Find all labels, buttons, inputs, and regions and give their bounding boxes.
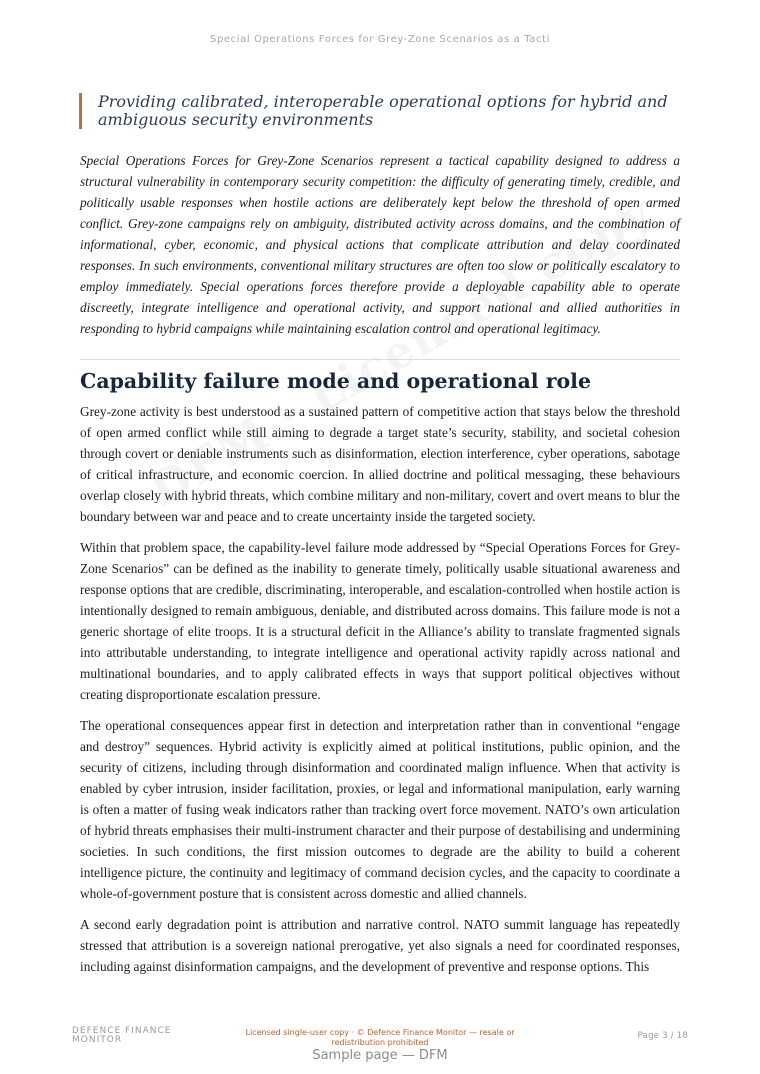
publisher-name: DEFENCE FINANCE MONITOR [72, 1026, 172, 1045]
section-body [80, 401, 680, 987]
intro-paragraph: Special Operations Forces for Grey-Zone Scenarios represent a tactical capability designed to address a structural vulnerability in contemporary security competition: the difficulty of generating timely, credible, and politically usable responses when hostile actions are deliberately kept below the threshold of open armed conflict. Grey-zone campaigns rely on ambiguity, distributed activity across domains, and the combination of informational, cyber, economic, and physical actions that complicate attribution and delay coordinated responses. In such environments, conventional military structures are often too slow or politically escalatory to employ immediately. Special operations forces therefore provide a deployable capability able to operate discreetly, integrate intelligence and operational activity, and support national and allied authorities in responding to hybrid campaigns while maintaining escalation control and operational legitimacy. [80, 153, 680, 336]
body-paragraph: A second early degradation point is attribution and narrative control. NATO summit language has repeatedly stressed that attribution is a sovereign national prerogative, yet also signals a need for coordinated responses, including against disinformation campaigns, and the development of preventive and response options. This [80, 917, 680, 974]
page-number: Page 3 / 18 [637, 1031, 688, 1041]
body-paragraph: The operational consequences appear first in detection and interpretation rather than in conventional “engage and destroy” sequences. Hybrid activity is explicitly aimed at political institutions, public opinion, and the security of citizens, including through disinformation and coordinated malign influence. When that activity is enabled by cyber intrusion, insider facilitation, proxies, or legal and informational manipulation, early warning is often a matter of fusing weak indicators rather than tracking overt force movement. NATO’s own articulation of hybrid threats emphasises their multi-instrument character and their purpose of destabilising and undermining societies. In such conditions, the first mission outcomes to degrade are the ability to build a coherent intelligence picture, the continuity and legitimacy of command decision cycles, and the capacity to coordinate a whole-of-government posture that is consistent across domestic and allied channels. [80, 718, 680, 901]
license-notice: Licensed single-user copy · © Defence Finance Monitor — resale or redistribution prohibited [245, 1028, 515, 1047]
section-heading: Capability failure mode and operational role [80, 369, 592, 393]
section-divider [80, 359, 680, 360]
body-paragraph: Grey-zone activity is best understood as a sustained pattern of competitive action that stays below the threshold of open armed conflict while still aiming to degrade a target state’s security, stability, and societal cohesion through covert or deniable instruments such as disinformation, election interference, cyber operations, sabotage of critical infrastructure, and economic coercion. In allied doctrine and political messaging, these behaviours overlap closely with hybrid threats, which combine military and non-military, covert and overt means to blur the boundary between war and peace and to create uncertainty inside the targeted society. [80, 404, 680, 524]
pull-quote: Providing calibrated, interoperable operational options for hybrid and ambiguous security environments [79, 93, 680, 129]
sample-page-mark: Sample page — DFM [312, 1048, 448, 1063]
running-header: Special Operations Forces for Grey-Zone Scenarios as a Tacti [210, 34, 550, 45]
body-paragraph: Within that problem space, the capability-level failure mode addressed by “Special Operations Forces for Grey-Zone Scenarios” can be defined as the inability to generate timely, politically usable situational awareness and response options that are credible, discriminating, interoperable, and escalation-controlled when hostile action is intentionally designed to remain ambiguous, deniable, and distributed across domains. This failure mode is not a generic shortage of elite troops. It is a structural deficit in the Alliance’s ability to translate fragmented signals into attributable understanding, to integrate intelligence and operational activity rapidly across national and multinational boundaries, and to apply calibrated effects in ways that support political objectives without creating disproportionate escalation pressure. [80, 540, 680, 702]
